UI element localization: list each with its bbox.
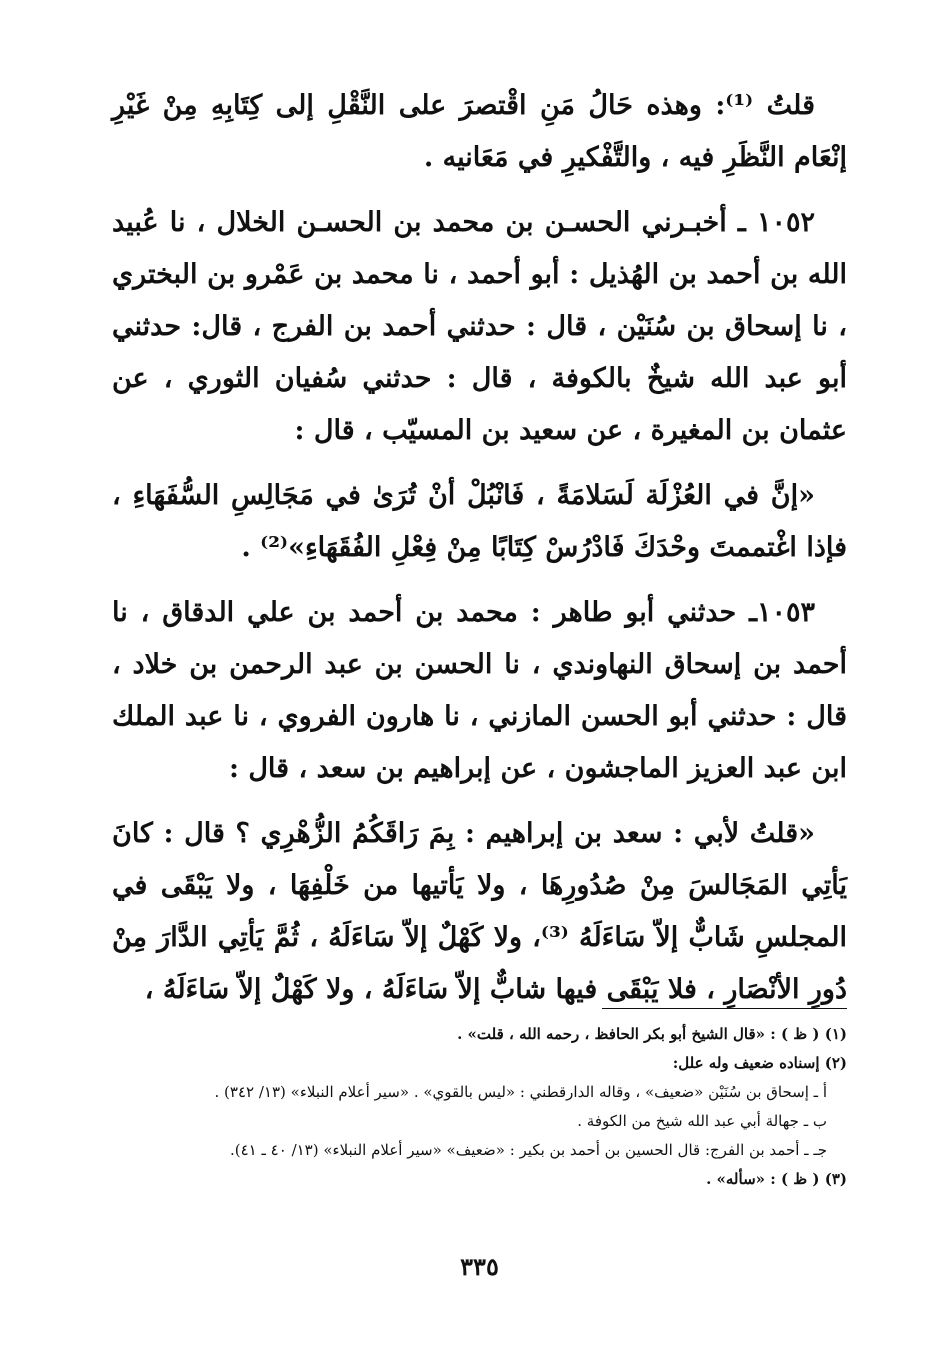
footnote-divider (602, 1008, 847, 1009)
footnote-2: (٢) إسناده ضعيف وله علل: (672, 1054, 847, 1072)
paragraph-quote-1053: «قلتُ لأبي : سعد بن إبراهيم : بِمَ رَاقَكُمُ الزُّهْرِي ؟ قال : كانَ يَأتِي المَجَالسَ مِنْ صُدُورِهَا ، ولا يَأتيها من خَلْفِهَا ، ولا يَبْقَى في المجلسِ شَابٌّ إلاّ سَاءَلَهُ ⁽³⁾، ولا كَهْلٌ إلاّ سَاءَلَهُ ، ثُمَّ يَأتِي الدَّارَ مِنْ دُورِ الأنْصَارِ ، فلا يَبْقَى فيها شابٌّ إلاّ سَاءَلَهُ ، ولا كَهْلٌ إلاّ سَاءَلَهُ ، (112, 818, 848, 1005)
main-text (112, 80, 847, 1016)
footnote-2-b: ب ـ جهالة أبي عبد الله شيخ من الكوفة . (577, 1112, 827, 1130)
paragraph-narration-1052: ١٠٥٢ ـ أخبـرني الحسـن بن محمد بن الحسـن الخلال ، نا عُبيد الله بن أحمد بن الهُذيل : أبو أحمد ، نا محمد بن عَمْرو بن البختري ، نا إسحاق بن سُنَيْن ، قال : حدثني أحمد بن الفرج ، قال: حدثني أبو عبد الله شيخٌ بالكوفة ، قال : حدثني سُفيان الثوري ، عن عثمان بن المغيرة ، عن سعيد بن المسيّب ، قال : (112, 207, 847, 446)
footnote-1: (١) ( ظ ) : «قال الشيخ أبو بكر الحافظ ، رحمه الله ، قلت» . (457, 1025, 847, 1043)
paragraph-author-comment: قلتُ ⁽¹⁾: وهذه حَالُ مَنِ اقْتصرَ على النَّقْلِ إلى كِتَابِهِ مِنْ غَيْرِ إنْعَام النَّظَرِ فيه ، والتَّفْكيرِ في مَعَانيه . (112, 90, 847, 173)
footnote-3: (٣) ( ظ ) : «سأله» . (706, 1170, 847, 1188)
page-number: ٣٣٥ (460, 1252, 499, 1281)
footnotes (112, 1020, 847, 1194)
footnote-2-c: جـ ـ أحمد بن الفرج: قال الحسين بن أحمد بن بكير : «ضعيف» «سير أعلام النبلاء» (١٣/ ٤٠ ـ ٤١). (229, 1141, 827, 1159)
book-page (112, 80, 847, 1355)
paragraph-quote-1052: «إنَّ في العُزْلَة لَسَلامَةً ، فَانْبُلْ أنْ تُرَىٰ في مَجَالِسِ السُّفَهَاءِ ، فإذا اغْتممتَ وحْدَكَ فَادْرُسْ كِتَابًا مِنْ فِعْلِ الفُقَهَاءِ»⁽²⁾ . (112, 480, 847, 563)
paragraph-narration-1053: ١٠٥٣ـ حدثني أبو طاهر : محمد بن أحمد بن علي الدقاق ، نا أحمد بن إسحاق النهاوندي ، نا الحسن بن عبد الرحمن بن خلاد ، قال : حدثني أبو الحسن المازني ، نا هارون الفروي ، نا عبد الملك ابن عبد العزيز الماجشون ، عن إبراهيم بن سعد ، قال : (112, 597, 847, 784)
footnote-2-a: أ ـ إسحاق بن سُنَيْن «ضعيف» ، وقاله الدارقطني : «ليس بالقوي» . «سير أعلام النبلاء» (١٣/ ٣٤٢) . (214, 1083, 827, 1101)
